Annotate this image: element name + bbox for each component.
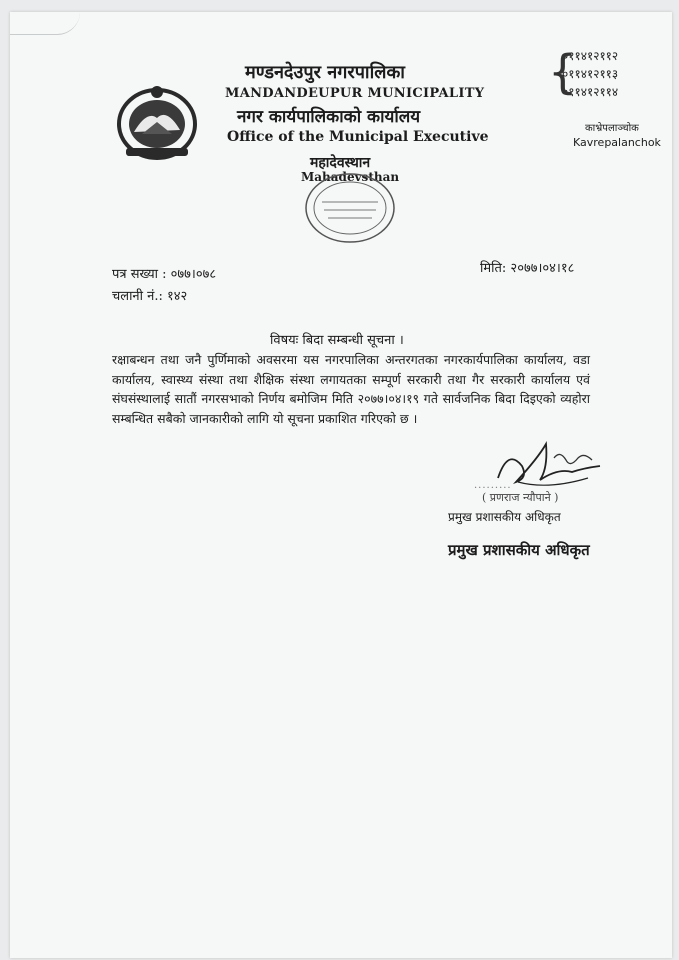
dispatch-number: चलानी नं.: १४२ — [112, 289, 188, 304]
phone-number: ०११४१२११३ — [562, 67, 619, 81]
location-np: महादेवस्थान — [310, 155, 371, 171]
designation-stamp: प्रमुख प्रशासकीय अधिकृत — [448, 541, 590, 559]
phone-numbers — [548, 45, 619, 101]
letter-body: रक्षाबन्धन तथा जनै पुर्णिमाको अवसरमा यस नगरपालिका अन्तरगतका नगरकार्यपालिका कार्यालय, वडा कार्यालय, स्वास्थ्य संस्था तथा शैक्षिक संस्था लगायतका सम्पूर्ण सरकारी तथा गैर सरकारी कार्यालय एवं संघसंस्थालाई सातौं नगरसभाको निर्णय बमोजिम मिति २०७७।०४।१९ गते सार्वजनिक बिदा दिइएको व्यहोरा सम्बन्धित सबैको जानकारीको लागि यो सूचना प्रकाशित गरिएको छ । — [112, 352, 590, 426]
municipality-name-np: मण्डनदेउपुर नगरपालिका — [245, 62, 405, 83]
location-en: Mahadevsthan — [301, 170, 400, 184]
phone-number: ०११४१२११४ — [562, 85, 619, 99]
signature-line: ......... — [474, 480, 512, 491]
signatory-title: प्रमुख प्रशासकीय अधिकृत — [448, 510, 561, 524]
district-np: काभ्रेपलाञ्चोक — [585, 123, 639, 134]
letter-subject: विषयः बिदा सम्बन्धी सूचना । — [270, 333, 404, 348]
office-name-np: नगर कार्यपालिकाको कार्यालय — [237, 107, 421, 127]
municipality-emblem-icon — [112, 82, 202, 162]
phone-number: ०११४१२११२ — [562, 49, 619, 63]
municipality-name-en: MANDANDEUPUR MUNICIPALITY — [225, 86, 485, 101]
brace-icon: { — [548, 45, 578, 99]
letter-date: मिति: २०७७।०४।१८ — [480, 261, 575, 276]
reference-number: पत्र सख्या : ०७७।०७८ — [112, 267, 217, 282]
page-curl — [10, 12, 80, 35]
signatory-name: ( प्रणराज न्यौपाने ) — [482, 491, 559, 504]
office-name-en: Office of the Municipal Executive — [227, 129, 489, 145]
office-stamp-icon — [302, 168, 398, 248]
district-en: Kavrepalanchok — [573, 136, 661, 149]
